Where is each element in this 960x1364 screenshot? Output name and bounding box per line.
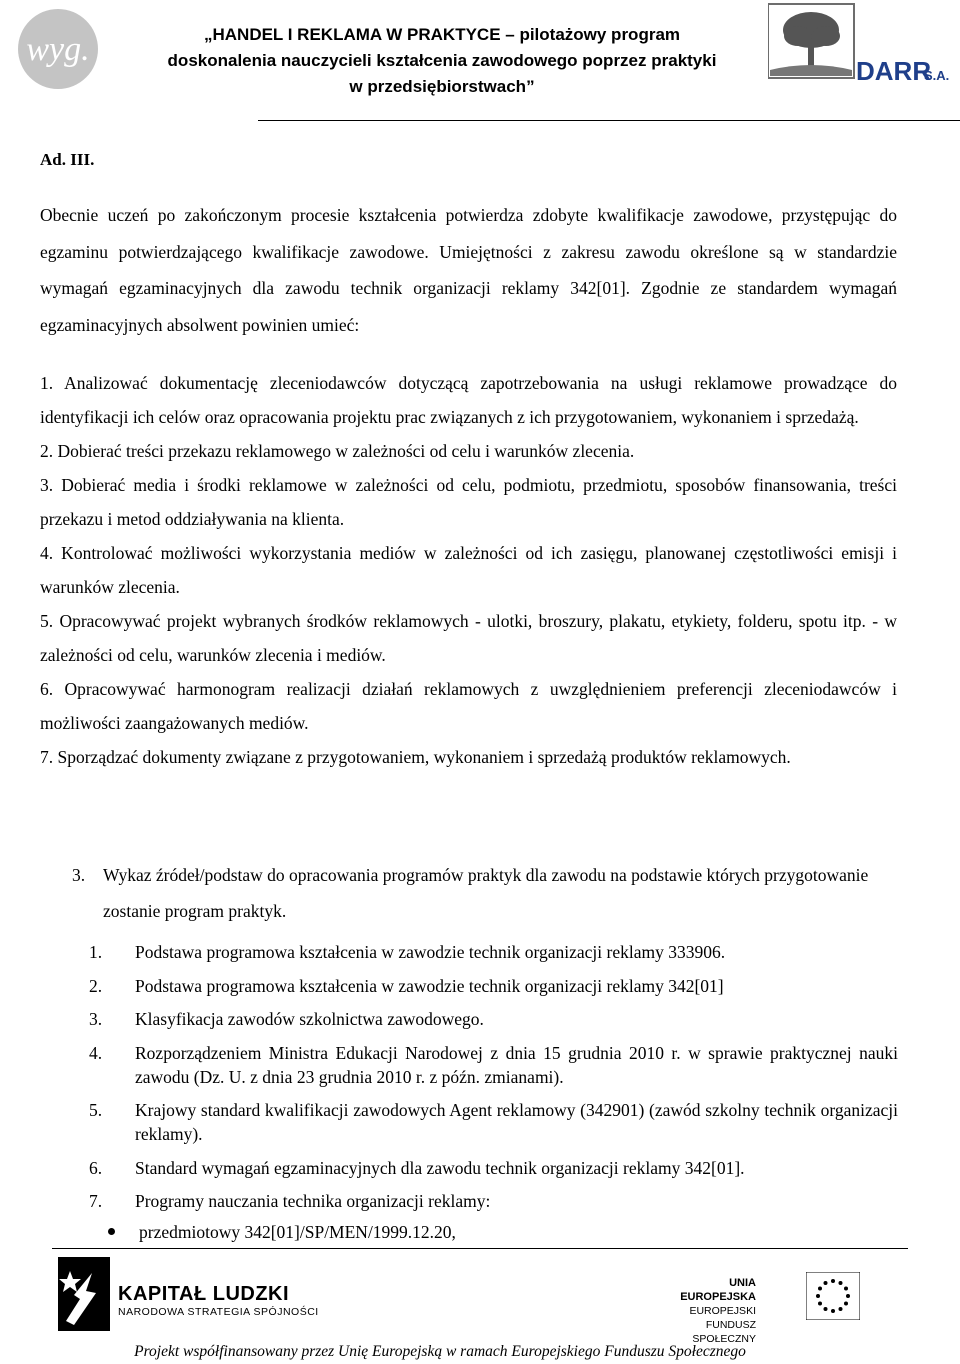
header-line-3: w przedsiębiorstwach” <box>349 77 535 96</box>
eu-line-2: FUNDUSZ SPOŁECZNY <box>692 1319 756 1345</box>
eu-title: UNIA EUROPEJSKA <box>680 1277 756 1303</box>
list-item-text: Klasyfikacja zawodów szkolnictwa zawodowego. <box>135 1009 484 1029</box>
list-item-number: 7. <box>89 1191 103 1211</box>
bullet-item-text: przedmiotowy 342[01]/SP/MEN/1999.12.20, <box>139 1222 456 1242</box>
skill-item: 2. Dobierać treści przekazu reklamowego w zależności od celu i warunków zlecenia. <box>40 441 635 461</box>
bullet-item <box>108 1222 456 1243</box>
section-3 <box>72 857 898 929</box>
list-item <box>89 1098 898 1146</box>
darr-logo-text: DARR <box>856 56 932 86</box>
kl-title: KAPITAŁ LUDZKI <box>118 1283 290 1305</box>
header-line-1: „HANDEL I REKLAMA W PRAKTYCE – pilotażowy program <box>203 25 681 44</box>
list-item <box>89 974 898 998</box>
list-item-text: Podstawa programowa kształcenia w zawodzie technik organizacji reklamy 342[01] <box>135 975 724 996</box>
eu-line-1: EUROPEJSKI <box>689 1305 756 1317</box>
list-item <box>89 1041 898 1089</box>
section-heading: Ad. III. <box>40 150 95 169</box>
eu-text <box>656 1276 756 1346</box>
list-item <box>89 940 898 964</box>
skill-item: 6. Opracowywać harmonogram realizacji działań reklamowych z uwzględnieniem preferencji zleceniodawców i możliwości zaangażowanych mediów. <box>40 679 897 733</box>
list-item-text: Programy nauczania technika organizacji reklamy: <box>135 1191 491 1211</box>
header-line-2: doskonalenia nauczycieli kształcenia zawodowego poprzez praktyki <box>167 51 717 70</box>
list-item <box>89 1007 898 1031</box>
skills-list <box>40 366 897 774</box>
header-divider <box>258 120 960 121</box>
skill-item: 7. Sporządzać dokumenty związane z przygotowaniem, wykonaniem i sprzedażą produktów reklamowych. <box>40 747 791 767</box>
list-item-number: 2. <box>89 975 103 996</box>
darr-logo-suffix: S.A. <box>924 68 950 83</box>
skill-item: 5. Opracowywać projekt wybranych środków reklamowych - ulotki, broszury, plakatu, etykiety, folderu, spotu itp. - w zależności od celu, warunków zlecenia i mediów. <box>40 611 897 665</box>
list-item-number: 1. <box>89 942 103 962</box>
kapital-ludzki-logo-icon <box>52 1255 114 1333</box>
list-item <box>89 1189 898 1213</box>
list-item-number: 3. <box>89 1009 103 1029</box>
tree-icon <box>770 12 852 76</box>
skill-item: 4. Kontrolować możliwości wykorzystania mediów w zależności od ich zasięgu, planowanej częstotliwości emisji i warunków zlecenia. <box>40 543 897 597</box>
darr-logo <box>768 2 958 92</box>
kl-subtitle: NARODOWA STRATEGIA SPÓJNOŚCI <box>118 1306 319 1318</box>
eu-flag-icon <box>806 1272 860 1320</box>
list-item-number: 4. <box>89 1042 103 1063</box>
list-item <box>89 1156 898 1180</box>
list-item-text: Rozporządzeniem Ministra Edukacji Narodowej z dnia 15 grudnia 2010 r. w sprawie praktycznej nauki zawodu (Dz. U. z dnia 23 grudnia 2010 r. z późn. zmianami). <box>135 1042 898 1087</box>
intro-paragraph: Obecnie uczeń po zakończonym procesie kształcenia potwierdza zdobyte kwalifikacje zawodowe, przystępując do egzaminu potwierdzającego kwalifikacje zawodowe. Umiejętności z zakresu zawodu określone są w standardzie wymagań egzaminacyjnych dla zawodu technik organizacji reklamy 342[01]. Zgodnie ze standardem wymagań egzaminacyjnych absolwent powinien umieć: <box>40 205 897 335</box>
section-3-number: 3. <box>72 865 86 885</box>
list-item-text: Krajowy standard kwalifikacji zawodowych Agent reklamowy (342901) (zawód szkolny technik organizacji reklamy). <box>135 1100 898 1144</box>
wyg-logo <box>10 6 106 92</box>
bullet-icon <box>108 1228 115 1235</box>
wyg-logo-text: wyg. <box>26 31 90 68</box>
skill-item: 1. Analizować dokumentację zleceniodawców dotyczącą zapotrzebowania na usługi reklamowe prowadzące do identyfikacji ich celów oraz opracowania projektu prac związanych z ich przygotowaniem, wykonaniem i sprzedażą. <box>40 373 897 427</box>
footer-note: Projekt współfinansowany przez Unię Europejską w ramach Europejskiego Funduszu Społecznego <box>134 1343 746 1360</box>
kapital-ludzki-text <box>118 1283 319 1319</box>
section-3-text: Wykaz źródeł/podstaw do opracowania programów praktyk dla zawodu na podstawie których przygotowanie zostanie program praktyk. <box>103 865 869 921</box>
list-item-number: 6. <box>89 1157 103 1178</box>
list-item-number: 5. <box>89 1100 103 1120</box>
skill-item: 3. Dobierać media i środki reklamowe w zależności od celu, podmiotu, przedmiotu, sposobów finansowania, treści przekazu i metod oddziaływania na klienta. <box>40 475 897 529</box>
list-item-text: Standard wymagań egzaminacyjnych dla zawodu technik organizacji reklamy 342[01]. <box>135 1157 745 1178</box>
document-header <box>112 22 772 100</box>
list-item-text: Podstawa programowa kształcenia w zawodzie technik organizacji reklamy 333906. <box>135 942 726 962</box>
footer-divider <box>52 1248 908 1249</box>
sources-list <box>89 940 898 1223</box>
